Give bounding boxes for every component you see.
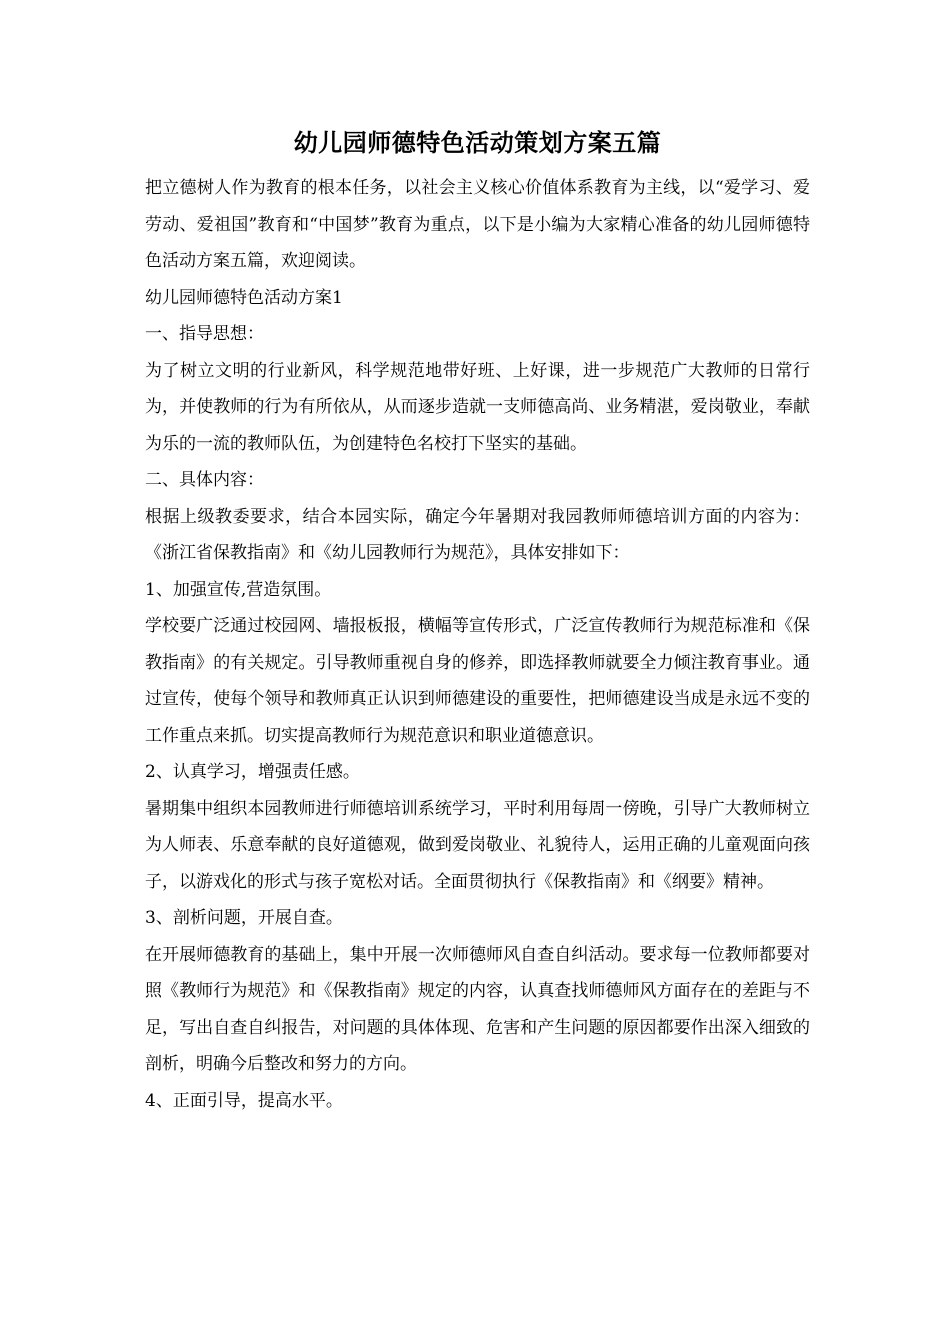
plan-heading: 幼儿园师德特色活动方案1 — [145, 287, 343, 308]
body-paragraph: 在开展师德教育的基础上，集中开展一次师德师风自查自纠活动。要求每一位教师都要对照《教师行为规范》和《保教指南》规定的内容，认真查找师德师风方面存在的差距与不足，写出自查自纠报告，对问题的具体体现、危害和产生问题的原因都要作出深入细致的剖析，明确今后整改和努力的方向。 — [145, 944, 810, 1074]
body-paragraph: 根据上级教委要求，结合本园实际，确定今年暑期对我园教师师德培训方面的内容为：《浙江省保教指南》和《幼儿园教师行为规范》，具体安排如下： — [145, 506, 810, 563]
item-heading: 1、加强宣传,营造氛围。 — [145, 579, 332, 600]
item-heading: 4、正面引导，提高水平。 — [145, 1090, 343, 1111]
body-paragraph: 暑期集中组织本园教师进行师德培训系统学习，平时利用每周一傍晚，引导广大教师树立为人师表、乐意奉献的良好道德观，做到爱岗敬业、礼貌待人，运用正确的儿童观面向孩子，以游戏化的形式与孩子宽松对话。全面贯彻执行《保教指南》和《纲要》精神。 — [145, 798, 810, 892]
section-heading: 一、指导思想： — [145, 324, 264, 344]
item-heading: 3、剖析问题，开展自查。 — [145, 908, 343, 928]
section-heading: 二、具体内容： — [145, 470, 264, 490]
body-paragraph: 学校要广泛通过校园网、墙报板报，横幅等宣传形式，广泛宣传教师行为规范标准和《保教指南》的有关规定。引导教师重视自身的修养，即选择教师就要全力倾注教育事业。通过宣传，使每个领导和教师真正认识到师德建设的重要性，把师德建设当成是永远不变的工作重点来抓。切实提高教师行为规范意识和职业道德意识。 — [145, 616, 810, 746]
item-heading: 2、认真学习，增强责任感。 — [145, 762, 360, 782]
document-page — [145, 128, 810, 1119]
body-paragraph: 为了树立文明的行业新风，科学规范地带好班、上好课，进一步规范广大教师的日常行为，并使教师的行为有所依从，从而逐步造就一支师德高尚、业务精湛，爱岗敬业，奉献为乐的一流的教师队伍，为创建特色名校打下坚实的基础。 — [145, 360, 810, 454]
intro-paragraph: 把立德树人作为教育的根本任务，以社会主义核心价值体系教育为主线，以“爱学习、爱劳动、爱祖国”教育和“中国梦”教育为重点，以下是小编为大家精心准备的幼儿园师德特色活动方案五篇，欢迎阅读。 — [145, 178, 810, 271]
document-title: 幼儿园师德特色活动策划方案五篇 — [293, 128, 662, 157]
